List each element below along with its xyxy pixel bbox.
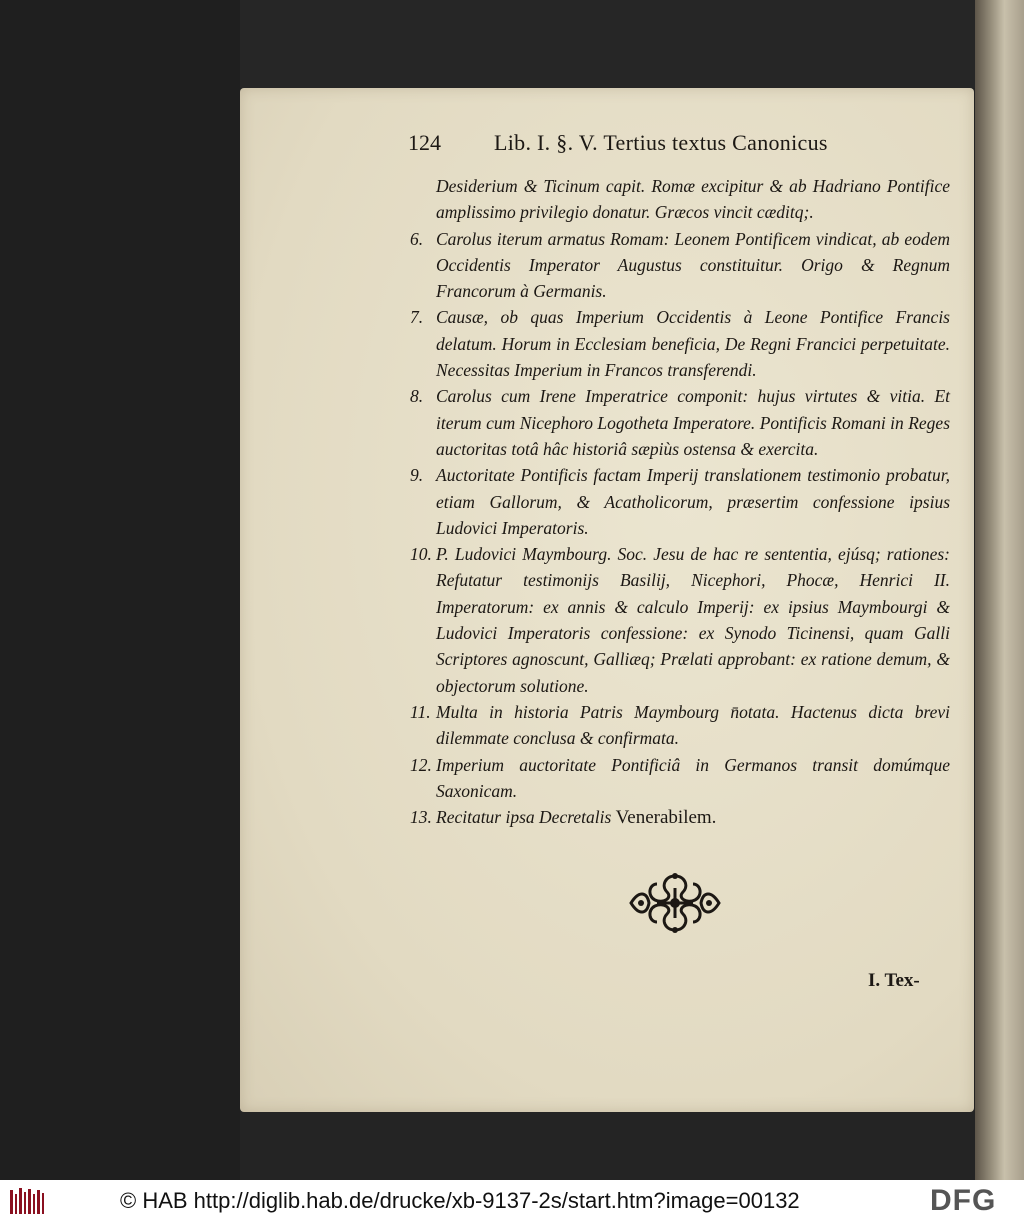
item-number: 6. [410, 228, 424, 249]
item-text: Carolus iterum armatus Romam: Leonem Pontificem vindicat, ab eodem Occidentis Imperator Augustus constituitur. Origo & Regnum Francorum à Germanis. [436, 228, 950, 302]
item-text: Multa in historia Patris Maymbourg n̄otata. Hactenus dicta brevi dilemmate conclusa & confirmata. [436, 701, 950, 749]
list-item [410, 304, 950, 383]
item-text: Imperium auctoritate Pontificiâ in Germanos transit domúmque Saxonicam. [436, 754, 950, 801]
item-text: Desiderium & Ticinum capit. Romæ excipitur & ab Hadriano Pontifice amplissimo privilegio donatur. Græcos vincit cæditq;. [436, 176, 950, 223]
item-number: 10. [410, 544, 432, 565]
item-number: 11. [410, 701, 431, 722]
page-number: 124 [408, 130, 441, 155]
item-number: 12. [410, 754, 432, 775]
list-item [410, 383, 950, 462]
page-header [408, 130, 968, 170]
item-number: 9. [410, 465, 424, 486]
running-title: Lib. I. §. V. Tertius textus Canonicus [494, 130, 828, 155]
item-text: P. Ludovici Maymbourg. Soc. Jesu de hac re sententia, ejúsq; rationes: Refutatur testimonijs Basilij, Nicephori, Phocæ, Henrici II. Imperatorum: ex annis & calculo Imperij: ex ipsius Maymbourgi & Ludovici Imperatoris confessione: ex Synodo Ticinensi, quam Galli Scriptores agnoscunt, Galliæq; Prælati approbant: ex ratione demum, & objectorum solutione. [436, 544, 950, 696]
background-left [0, 0, 240, 1180]
list-item [410, 226, 950, 305]
background-top [240, 0, 975, 88]
list-item [410, 752, 950, 805]
decretal-title: Venerabilem. [615, 807, 717, 829]
ornament-icon [627, 870, 723, 936]
copyright-url[interactable]: © HAB http://diglib.hab.de/drucke/xb-9137-2s/start.htm?image=00132 [120, 1188, 800, 1213]
book-page [240, 88, 974, 1112]
hab-logo-icon [8, 1186, 48, 1216]
list-item [410, 173, 950, 226]
summary-list [410, 173, 950, 831]
list-item [410, 462, 950, 541]
item-number: 7. [410, 307, 424, 328]
item-text: Causæ, ob quas Imperium Occidentis à Leone Pontifice Francis delatum. Horum in Ecclesiam beneficia, De Regni Francici perpetuitate. Necessitas Imperium in Francos transferendi. [436, 307, 950, 381]
page-stack-edge [975, 0, 1024, 1180]
footer-bar [0, 1180, 1024, 1222]
catchword: I. Tex- [868, 970, 920, 991]
item-text: Carolus cum Irene Imperatrice componit: hujus virtutes & vitia. Et iterum cum Nicephoro Logotheta Imperatore. Pontificis Romani in Reges auctoritas totâ hâc historiâ sæpiùs ostensa & exercita. [436, 386, 950, 459]
list-item [410, 541, 950, 699]
dfg-logo: DFG [930, 1184, 997, 1217]
list-item [410, 699, 950, 752]
background-bottom [240, 1110, 975, 1180]
item-number: 13. [410, 807, 432, 828]
item-number: 8. [410, 386, 424, 407]
item-text: Recitatur ipsa Decretalis [436, 807, 612, 828]
item-text: Auctoritate Pontificis factam Imperij translationem testimonio probatur, etiam Gallorum, & Acatholicorum, præsertim confessione ipsius Ludovici Imperatoris. [436, 465, 950, 538]
list-item [410, 804, 950, 831]
